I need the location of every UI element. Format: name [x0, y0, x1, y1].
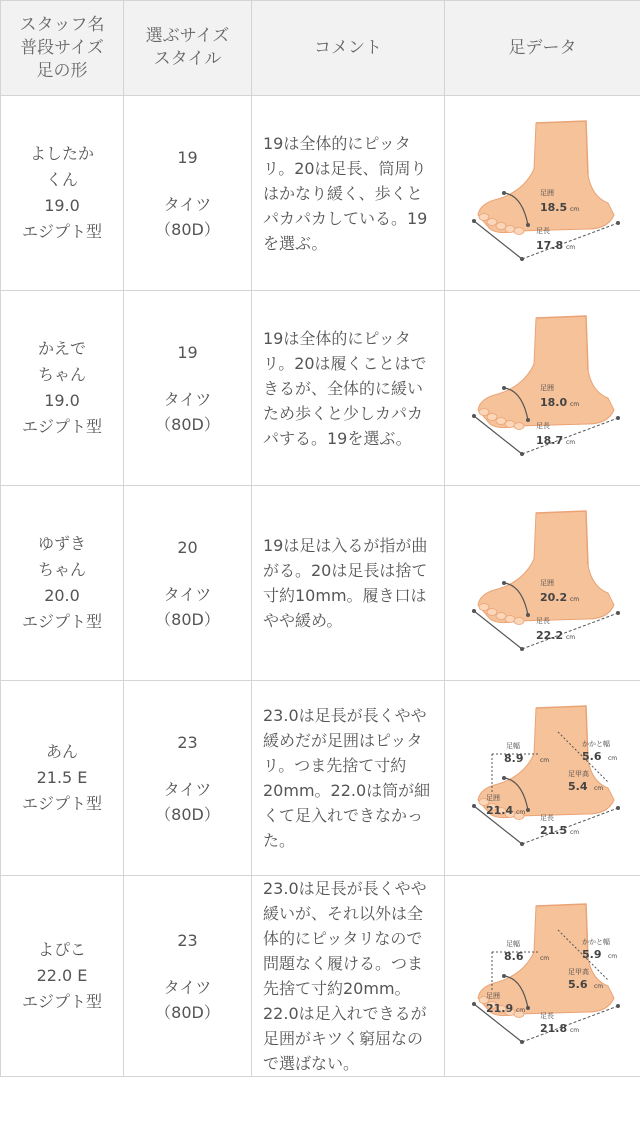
foot-diagram [458, 894, 628, 1054]
chosen-size: 19 [177, 342, 198, 362]
girth-value: 18.5 [539, 201, 567, 214]
comment-cell [252, 681, 445, 876]
length-point [616, 806, 620, 810]
chosen-size: 19 [177, 147, 198, 167]
toe-5 [514, 228, 524, 235]
instep-unit: cm [593, 785, 603, 792]
length-point [616, 1004, 620, 1008]
size-cell [124, 486, 252, 681]
toe-2 [487, 414, 497, 421]
heel-value: 5.6 [581, 750, 601, 763]
chosen-size: 23 [177, 930, 198, 950]
length-label: 足長 [535, 227, 550, 235]
foot-shape [478, 316, 614, 428]
toe-2 [487, 219, 497, 226]
girth-point [526, 223, 530, 227]
length-unit: cm [569, 829, 579, 836]
toe-3 [496, 613, 506, 620]
width-unit: cm [539, 757, 549, 764]
girth-point [526, 1006, 530, 1010]
size-cell [124, 96, 252, 291]
style-label: タイツ （80D） [155, 584, 220, 629]
girth-point [526, 808, 530, 812]
width-unit: cm [539, 955, 549, 962]
comment-text: 23.0は足長が長くやや緩いが、それ以外は全体的にピッタリなので問題なく履ける。つま先捨て寸約20mm。22.0は足入れできるが足囲がキツく窮屈なので選ばない。 [263, 879, 427, 1073]
length-point [520, 842, 524, 846]
foot-shape [478, 511, 614, 623]
style-label: タイツ （80D） [155, 779, 220, 824]
girth-unit: cm [515, 1007, 525, 1014]
girth-point [502, 776, 506, 780]
length-point [472, 804, 476, 808]
length-value: 22.2 [535, 629, 563, 642]
length-label: 足長 [539, 1012, 554, 1020]
girth-value: 21.9 [485, 1002, 513, 1015]
girth-unit: cm [515, 809, 525, 816]
foot-data-cell [445, 876, 640, 1077]
header-row [1, 1, 640, 96]
foot-diagram [458, 696, 628, 856]
instep-label: 足甲高 [567, 770, 589, 778]
staff-info: あん 21.5 E エジプト型 [21, 742, 102, 813]
girth-label: 足囲 [539, 384, 554, 392]
instep-unit: cm [593, 983, 603, 990]
width-label: 足幅 [505, 742, 520, 750]
comment-cell [252, 96, 445, 291]
foot-diagram [458, 306, 628, 466]
width-value: 8.9 [503, 752, 523, 765]
style-label: タイツ （80D） [155, 194, 220, 239]
chosen-size: 20 [177, 537, 198, 557]
table-row [1, 96, 640, 291]
length-point [520, 1040, 524, 1044]
table-row [1, 681, 640, 876]
header-staff: スタッフ名 普段サイズ 足の形 [1, 1, 124, 96]
girth-unit: cm [569, 206, 579, 213]
girth-point [526, 613, 530, 617]
foot-data-cell [445, 96, 640, 291]
length-unit: cm [569, 1027, 579, 1034]
foot-shape [478, 121, 614, 233]
toe-1 [479, 409, 489, 416]
size-cell [124, 291, 252, 486]
toe-5 [514, 423, 524, 430]
staff-cell [1, 486, 124, 681]
width-label: 足幅 [505, 940, 520, 948]
heel-unit: cm [607, 755, 617, 762]
size-cell [124, 876, 252, 1077]
foot-data-cell [445, 291, 640, 486]
length-value: 17.8 [535, 239, 563, 252]
length-value: 21.5 [539, 824, 567, 837]
staff-cell [1, 96, 124, 291]
toe-5 [514, 618, 524, 625]
table-row [1, 291, 640, 486]
staff-cell [1, 876, 124, 1077]
girth-value: 18.0 [539, 396, 567, 409]
length-value: 21.8 [539, 1022, 567, 1035]
staff-cell [1, 681, 124, 876]
chosen-size: 23 [177, 732, 198, 752]
length-point [616, 611, 620, 615]
comment-text: 19は全体的にピッタリ。20は履くことはできるが、全体的に緩いため歩くと少しカパカパする。19を選ぶ。 [263, 328, 427, 448]
staff-cell [1, 291, 124, 486]
comment-text: 19は全体的にピッタリ。20は足長、筒周りはかなり緩く、歩くとパカパカしている。19を選ぶ。 [263, 133, 428, 253]
girth-label: 足囲 [539, 189, 554, 197]
length-point [616, 416, 620, 420]
foot-data-cell [445, 681, 640, 876]
girth-label: 足囲 [485, 992, 500, 1000]
length-point [520, 452, 524, 456]
header-foot-data: 足データ [445, 1, 640, 96]
girth-label: 足囲 [539, 579, 554, 587]
toe-4 [505, 421, 515, 428]
header-size-style: 選ぶサイズ スタイル [124, 1, 252, 96]
length-label: 足長 [539, 814, 554, 822]
staff-info: かえで ちゃん 19.0 エジプト型 [21, 339, 102, 436]
staff-info: よぴこ 22.0 E エジプト型 [21, 940, 102, 1011]
girth-point [526, 418, 530, 422]
girth-point [502, 191, 506, 195]
length-value: 18.7 [535, 434, 563, 447]
length-label: 足長 [535, 617, 550, 625]
girth-label: 足囲 [485, 794, 500, 802]
staff-info: よしたか くん 19.0 エジプト型 [21, 144, 102, 241]
heel-unit: cm [607, 953, 617, 960]
girth-unit: cm [569, 401, 579, 408]
heel-label: かかと幅 [581, 740, 610, 748]
instep-value: 5.4 [567, 780, 587, 793]
width-value: 8.6 [503, 950, 523, 963]
girth-point [502, 974, 506, 978]
instep-label: 足甲高 [567, 968, 589, 976]
foot-diagram [458, 501, 628, 661]
comment-cell [252, 876, 445, 1077]
girth-value: 21.4 [485, 804, 513, 817]
length-point [472, 609, 476, 613]
staff-info: ゆずき ちゃん 20.0 エジプト型 [21, 534, 102, 631]
instep-value: 5.6 [567, 978, 587, 991]
comment-cell [252, 486, 445, 681]
toe-1 [479, 604, 489, 611]
length-label: 足長 [535, 422, 550, 430]
length-unit: cm [565, 634, 575, 641]
foot-data-cell [445, 486, 640, 681]
length-point [472, 414, 476, 418]
header-comment: コメント [252, 1, 445, 96]
foot-diagram [458, 111, 628, 271]
length-unit: cm [565, 439, 575, 446]
girth-unit: cm [569, 596, 579, 603]
length-point [520, 257, 524, 261]
table-row [1, 876, 640, 1077]
style-label: タイツ （80D） [155, 977, 220, 1022]
length-unit: cm [565, 244, 575, 251]
toe-3 [496, 418, 506, 425]
comment-text: 23.0は足長が長くやや緩めだが足囲はピッタリ。つま先捨て寸約20mm。22.0は筒が細くて足入れできなかった。 [263, 706, 431, 850]
comment-cell [252, 291, 445, 486]
toe-4 [505, 226, 515, 233]
heel-value: 5.9 [581, 948, 601, 961]
heel-label: かかと幅 [581, 938, 610, 946]
length-point [616, 221, 620, 225]
length-point [520, 647, 524, 651]
length-point [472, 1002, 476, 1006]
girth-point [502, 386, 506, 390]
style-label: タイツ （80D） [155, 389, 220, 434]
girth-value: 20.2 [539, 591, 567, 604]
toe-1 [479, 214, 489, 221]
toe-3 [496, 223, 506, 230]
comment-text: 19は足は入るが指が曲がる。20は足長は捨て寸約10mm。履き口はやや緩め。 [263, 536, 428, 630]
girth-point [502, 581, 506, 585]
toe-4 [505, 616, 515, 623]
length-point [472, 219, 476, 223]
size-cell [124, 681, 252, 876]
toe-2 [487, 609, 497, 616]
table-row [1, 486, 640, 681]
